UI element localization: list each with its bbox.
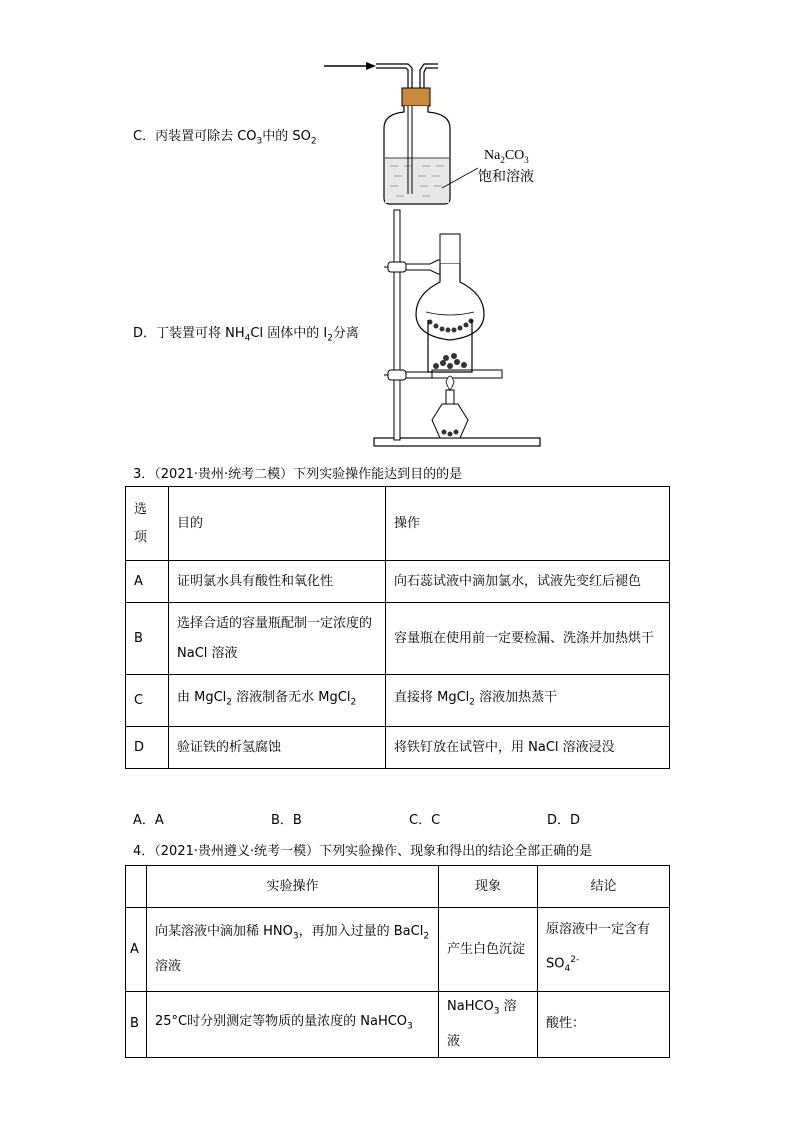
row-operation: 容量瓶在使用前一定要检漏、洗涤并加热烘干 [386,603,670,675]
gas-inlet-arrow [324,62,376,70]
row-operation: 直接将 MgCl$_2$ 溶液加热蒸干 [386,675,670,727]
header-conclusion: 结论 [538,866,670,908]
q4-title: 4．（2021·贵州遵义·统考一模）下列实验操作、现象和得出的结论全部正确的是 [133,844,593,859]
table-row [126,603,670,675]
row-goal: 由 MgCl$_2$ 溶液制备无水 MgCl$_2$ [169,675,386,727]
answer-c[interactable]: C．C [409,813,441,828]
table-row [126,908,670,992]
solution-text: 饱和溶液 [478,169,534,185]
q3-answers [133,809,580,828]
answer-a[interactable]: A．A [133,813,164,828]
alcohol-lamp [432,376,468,438]
solution-formula: $Na_2CO_3$ [484,148,529,165]
q3-table [125,486,670,769]
row-phenomenon: NaHCO$_3$ 溶液 [439,992,538,1058]
round-flask [416,234,484,340]
row-phenomenon: 产生白色沉淀 [439,908,538,992]
row-goal: 验证铁的析氢腐蚀 [169,727,386,769]
answer-d[interactable]: D．D [547,813,581,828]
header-blank [126,866,147,908]
row-conclusion: 原溶液中一定含有 $SO_4^{2-}$ [538,908,670,992]
row-goal: 证明氯水具有酸性和氧化性 [169,561,386,603]
table-header-row [126,487,670,561]
row-option: C [126,675,169,727]
row-goal: 选择合适的容量瓶配制一定浓度的 NaCl 溶液 [169,603,386,675]
row-option: A [126,561,169,603]
row-operation: 将铁钉放在试管中，用 NaCl 溶液浸没 [386,727,670,769]
header-operation: 实验操作 [147,866,439,908]
row-operation: 向某溶液中滴加稀 $HNO_3$，再加入过量的 BaCl$_2$ 溶液 [147,908,439,992]
header-option: 选项 [126,487,169,561]
gas-wash-bottle [376,64,478,204]
header-operation: 操作 [386,487,670,561]
table-row [126,561,670,603]
lab-apparatus-figure [320,50,550,450]
q3-title: 3．（2021·贵州·统考二模）下列实验操作能达到目的的是 [133,467,463,482]
q4-table [125,865,670,1058]
answer-b[interactable]: B．B [271,813,302,828]
row-operation: 向石蕊试液中滴加氯水，试液先变红后褪色 [386,561,670,603]
row-operation: 25°C时分别测定等物质的量浓度的 NaHCO$_3$ [147,992,439,1058]
row-conclusion: 酸性： [538,992,670,1058]
table-header-row [126,866,670,908]
row-option: A [126,908,147,992]
row-option: B [126,992,147,1058]
row-option: D [126,727,169,769]
header-phenomenon: 现象 [439,866,538,908]
table-row [126,992,670,1058]
header-goal: 目的 [169,487,386,561]
option-c: C．丙装置可除去 $CO_3$中的 $SO_2$ [133,129,317,147]
option-d: D．丁装置可将 $NH_4Cl$ 固体中的 $I_2$分离 [133,326,359,344]
table-row [126,675,670,727]
solution-label [478,147,534,187]
row-option: B [126,603,169,675]
table-row [126,727,670,769]
